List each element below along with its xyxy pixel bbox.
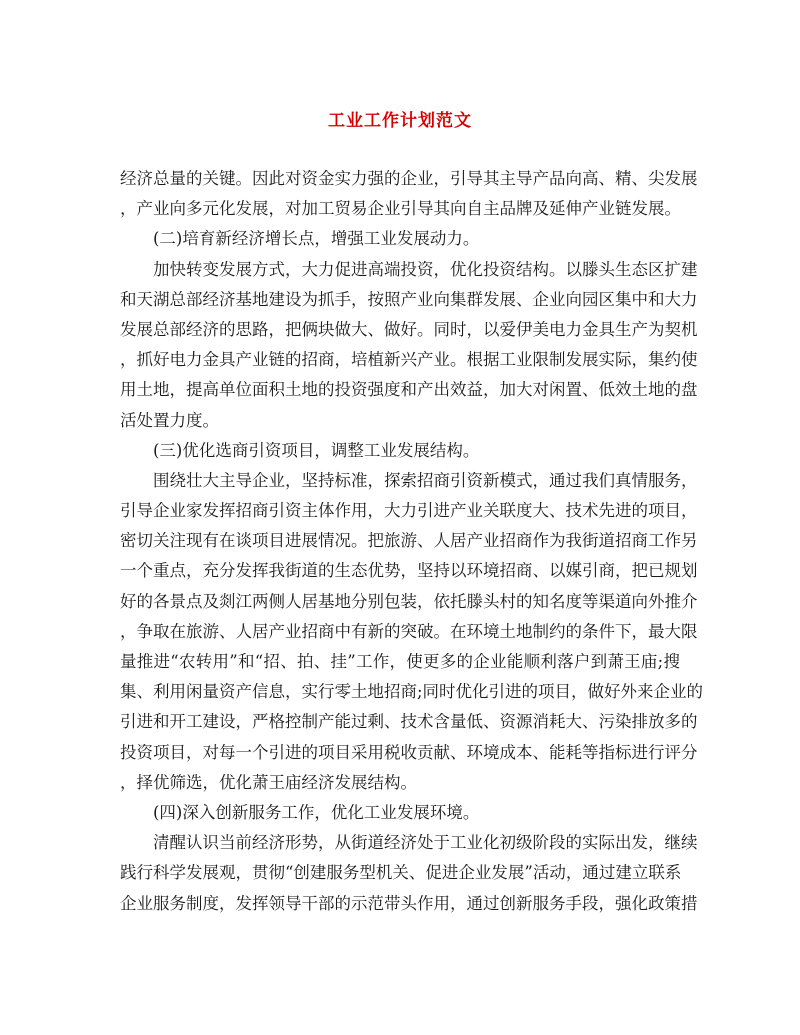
text-line: (三)优化选商引资项目，调整工业发展结构。 (153, 440, 480, 460)
document-title: 工业工作计划范文 (328, 111, 472, 131)
text-line: 引进和开工建设，严格控制产能过剩、技术含量低、资源消耗大、污染排放多的 (120, 712, 698, 732)
text-line: 一个重点，充分发挥我街道的生态优势，坚持以环境招商、以媒引商，把已规划 (120, 561, 698, 581)
text-line: 清醒认识当前经济形势，从街道经济处于工业化初级阶段的实际出发，继续 (153, 833, 698, 853)
text-line: ，产业向多元化发展，对加工贸易企业引导其向自主品牌及延伸产业链发展。 (120, 199, 681, 219)
text-line: 用土地，提高单位面积土地的投资强度和产出效益，加大对闲置、低效土地的盘 (120, 380, 698, 400)
text-line: 好的各景点及剡江两侧人居基地分别包装，依托滕头村的知名度等渠道向外推介 (120, 591, 698, 611)
text-line: 量推进“农转用”和“招、拍、挂”工作，使更多的企业能顺利落户到萧王庙;搜 (120, 652, 680, 671)
text-line: 和天湖总部经济基地建设为抓手，按照产业向集群发展、企业向园区集中和大力 (120, 289, 698, 309)
text-line: 围绕壮大主导企业，坚持标准，探索招商引资新模式，通过我们真情服务， (153, 470, 698, 490)
text-line: 集、利用闲量资产信息，实行零土地招商;同时优化引进的项目，做好外来企业的 (120, 682, 704, 702)
text-line: 践行科学发展观，贯彻“创建服务型机关、促进企业发展”活动，通过建立联系 (120, 863, 682, 883)
document-body (120, 164, 704, 919)
text-line: 引导企业家发挥招商引资主体作用，大力引进产业关联度大、技术先进的项目， (120, 501, 698, 521)
text-line: 经济总量的关键。因此对资金实力强的企业，引导其主导产品向高、精、尖发展 (120, 169, 698, 188)
text-line: ，择优筛选，优化萧王庙经济发展结构。 (120, 772, 417, 792)
text-line: 投资项目，对每一个引进的项目采用税收贡献、环境成本、能耗等指标进行评分 (120, 742, 698, 762)
text-line: 密切关注现有在谈项目进展情况。把旅游、人居产业招商作为我街道招商工作另 (120, 531, 698, 551)
text-line: ，抓好电力金具产业链的招商，培植新兴产业。根据工业限制发展实际，集约使 (120, 350, 698, 370)
text-line: 企业服务制度，发挥领导干部的示范带头作用，通过创新服务手段，强化政策措 (120, 893, 698, 913)
text-line: (二)培育新经济增长点，增强工业发展动力。 (153, 229, 480, 249)
text-line: 活处置力度。 (120, 410, 219, 430)
text-line: 加快转变发展方式，大力促进高端投资，优化投资结构。以滕头生态区扩建 (153, 259, 698, 279)
text-line: (四)深入创新服务工作，优化工业发展环境。 (153, 802, 480, 822)
text-line: ，争取在旅游、人居产业招商中有新的突破。在环境土地制约的条件下，最大限 (120, 621, 698, 641)
text-line: 发展总部经济的思路，把俩块做大、做好。同时，以爱伊美电力金具生产为契机 (120, 319, 698, 339)
